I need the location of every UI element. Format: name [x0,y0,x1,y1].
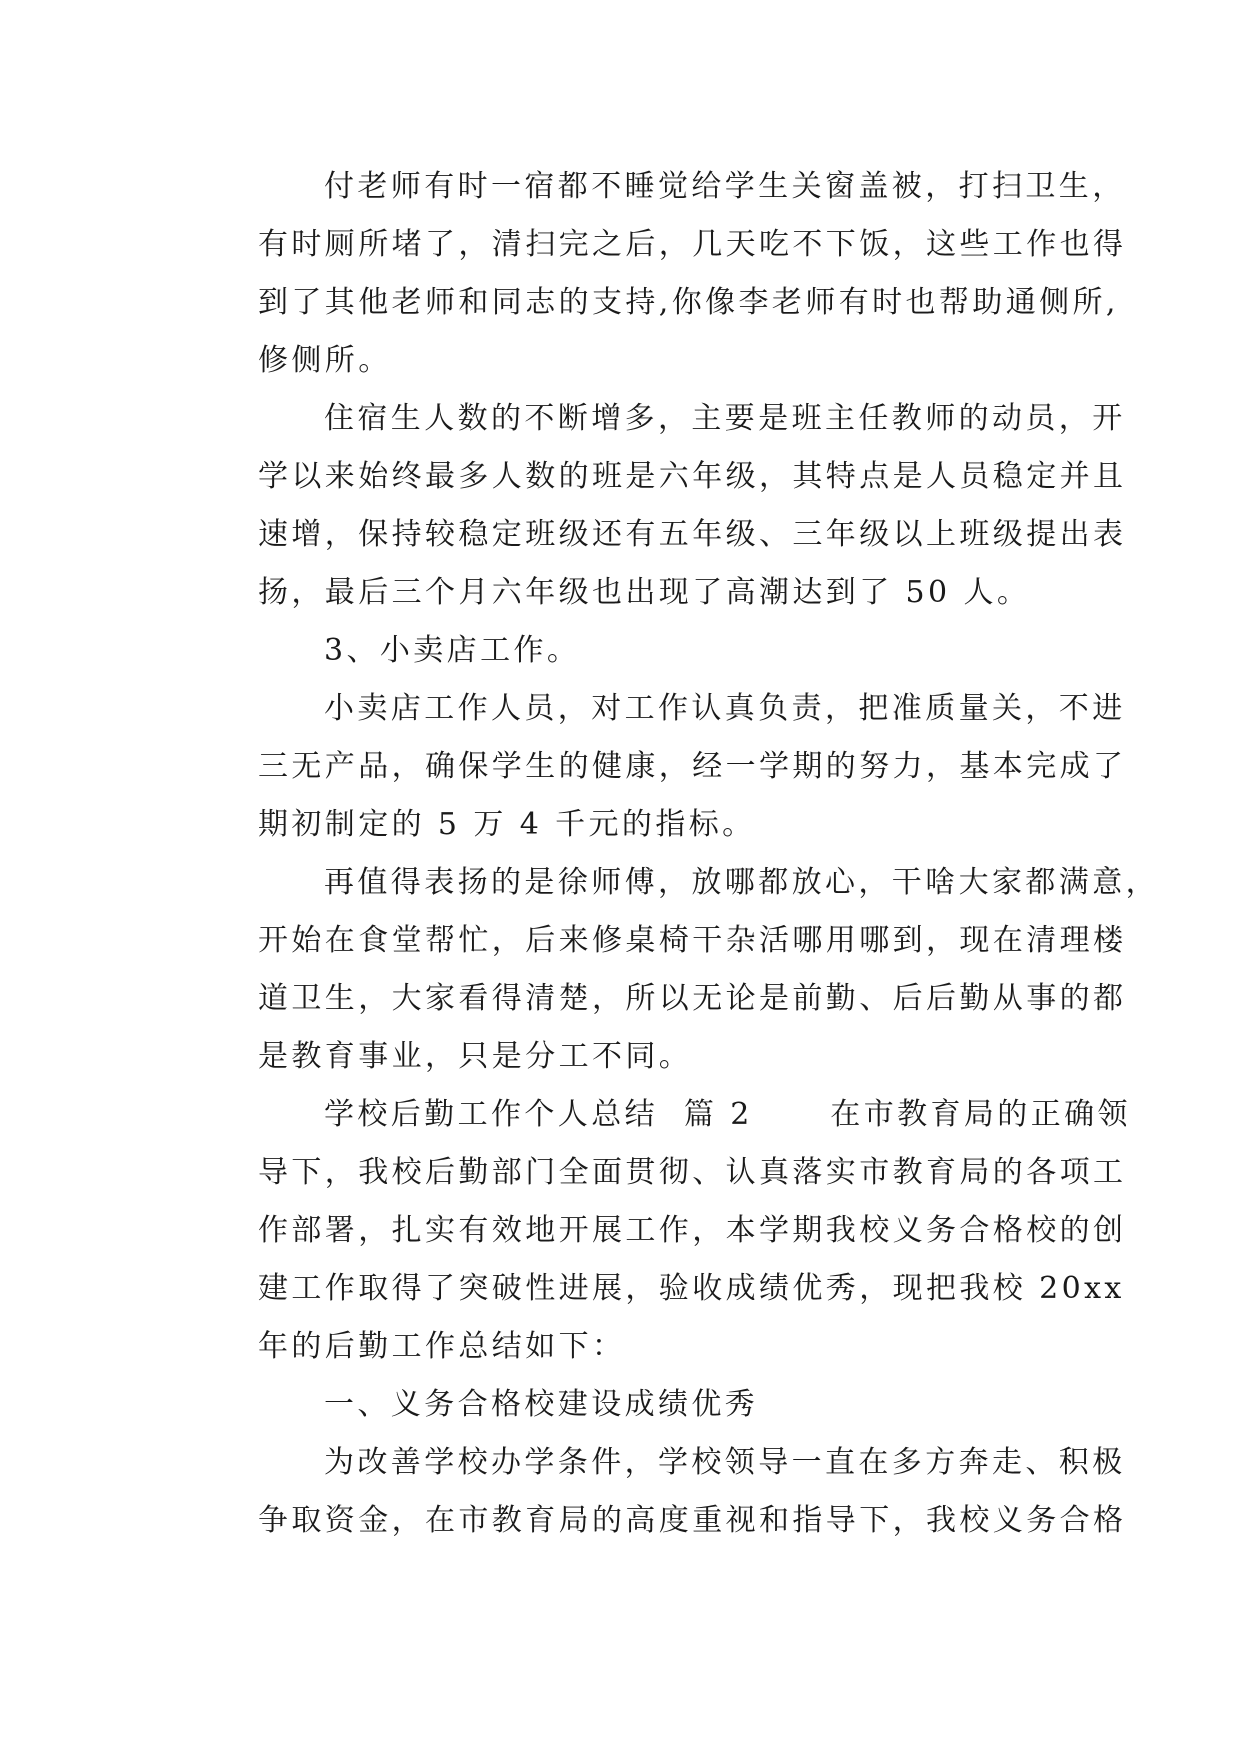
section-heading-compliance [192,1376,1092,1434]
paragraph-fu-teacher [192,158,1127,390]
text-line: 修侧所。 [258,343,392,378]
text-line: 有时厕所堵了，清扫完之后，几天吃不下饭，这些工作也得 [258,227,1127,262]
text-line: 再值得表扬的是徐师傅，放哪都放心，干啥大家都满意， [324,865,1159,900]
text-line: 小卖店工作人员，对工作认真负责，把准质量关，不进 [324,691,1126,726]
section-heading-shop [192,622,1092,680]
text-line: 到了其他老师和同志的支持,你像李老师有时也帮助通侧所, [258,285,1119,320]
text-line: 争取资金，在市教育局的高度重视和指导下，我校义务合格 [258,1503,1127,1538]
text-line: 学以来始终最多人数的班是六年级，其特点是人员稳定并且 [258,459,1127,494]
text-line: 付老师有时一宿都不睡觉给学生关窗盖被，打扫卫生， [324,169,1126,204]
text-line: 道卫生，大家看得清楚，所以无论是前勤、后后勤从事的都 [258,981,1127,1016]
text-line: 期初制定的 5 万 4 千元的指标。 [258,807,756,842]
text-line: 一、义务合格校建设成绩优秀 [324,1387,759,1422]
text-line: 3、小卖店工作。 [324,633,581,668]
paragraph-summary-part2 [192,1086,1131,1376]
document-body [192,158,1159,1550]
paragraph-xu-master [192,854,1159,1086]
text-line: 年的后勤工作总结如下： [258,1329,626,1364]
text-line: 速增，保持较稳定班级还有五年级、三年级以上班级提出表 [258,517,1127,552]
text-line: 导下，我校后勤部门全面贯彻、认真落实市教育局的各项工 [258,1155,1127,1190]
paragraph-school-conditions [192,1434,1127,1550]
text-line: 是教育事业，只是分工不同。 [258,1039,693,1074]
text-line: 建工作取得了突破性进展，验收成绩优秀，现把我校 20xx [258,1271,1125,1306]
text-line: 学校后勤工作个人总结 篇 2 在市教育局的正确领 [324,1097,1131,1132]
text-line: 开始在食堂帮忙，后来修桌椅干杂活哪用哪到，现在清理楼 [258,923,1127,958]
text-line: 作部署，扎实有效地开展工作，本学期我校义务合格校的创 [258,1213,1127,1248]
text-line: 住宿生人数的不断增多，主要是班主任教师的动员，开 [324,401,1126,436]
paragraph-shop-staff [192,680,1127,854]
paragraph-boarding-students [192,390,1127,622]
text-line: 为改善学校办学条件，学校领导一直在多方奔走、积极 [324,1445,1126,1480]
text-line: 三无产品，确保学生的健康，经一学期的努力，基本完成了 [258,749,1127,784]
text-line: 扬，最后三个月六年级也出现了高潮达到了 50 人。 [258,575,1031,610]
